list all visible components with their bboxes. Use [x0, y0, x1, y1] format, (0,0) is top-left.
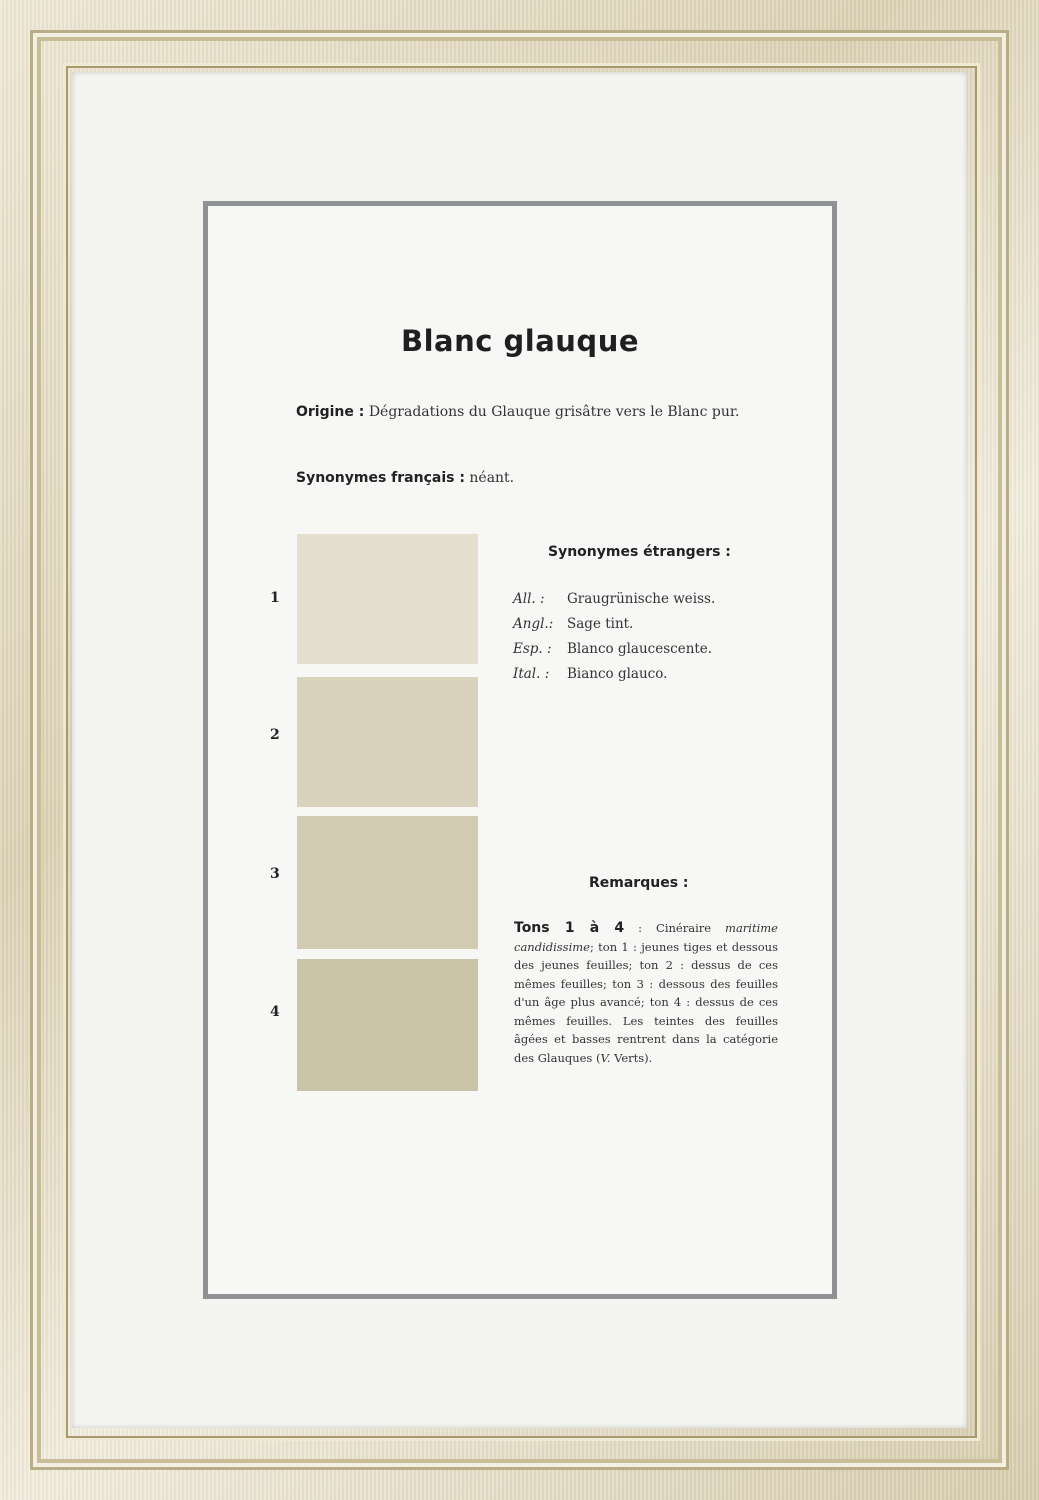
remarks-text: : Cinéraire	[624, 921, 726, 935]
remarks-body	[514, 919, 778, 1067]
foreign-language: All. :	[513, 591, 545, 607]
remarks-italic: maritime candidissime	[514, 921, 778, 954]
page-title: Blanc glauque	[400, 324, 640, 358]
foreign-language: Ital. :	[513, 666, 550, 682]
remarks-lead: Tons 1 à 4	[514, 920, 625, 936]
swatch-number: 3	[270, 866, 280, 882]
foreign-language: Angl.:	[513, 616, 554, 632]
foreign-synonym: Bianco glauco.	[567, 666, 668, 682]
french-synonyms-line	[296, 470, 514, 486]
swatch-number: 1	[270, 590, 280, 606]
foreign-synonym: Blanco glaucescente.	[567, 641, 713, 657]
french-synonyms-text: néant.	[469, 470, 515, 486]
foreign-synonym-row	[513, 591, 715, 607]
color-swatch	[297, 677, 478, 807]
swatch-number: 4	[270, 1004, 280, 1020]
foreign-synonym: Sage tint.	[567, 616, 634, 632]
foreign-synonym-row	[513, 666, 667, 682]
remarks-title: Remarques :	[589, 875, 689, 891]
print-page	[208, 206, 832, 1294]
foreign-synonym-row	[513, 641, 712, 657]
color-swatch	[297, 534, 478, 664]
origin-line	[296, 404, 739, 420]
origin-label: Origine :	[296, 404, 365, 420]
color-swatch	[297, 816, 478, 949]
foreign-synonym-row	[513, 616, 633, 632]
remarks-text: ; ton 1 : jeunes tiges et dessous des jeunes feuilles; ton 2 : dessus de ces mêmes feuilles; ton 3 : dessous des feuilles d'un âge plus avancé; ton 4 : dessus de ces mêmes feuilles. Les teintes des feuilles âgées et basses rentrent dans la catégorie des Glauques (	[514, 939, 778, 1065]
remarks-text: Verts).	[610, 1050, 653, 1065]
foreign-language: Esp. :	[513, 641, 552, 657]
remarks-italic: V.	[600, 1050, 611, 1065]
french-synonyms-label: Synonymes français :	[296, 470, 465, 486]
origin-text: Dégradations du Glauque grisâtre vers le Blanc pur.	[368, 404, 740, 420]
foreign-synonym: Graugrünische weiss.	[567, 591, 716, 607]
foreign-synonyms-title: Synonymes étrangers :	[548, 544, 731, 560]
swatch-number: 2	[270, 727, 280, 743]
color-swatch	[297, 959, 478, 1091]
